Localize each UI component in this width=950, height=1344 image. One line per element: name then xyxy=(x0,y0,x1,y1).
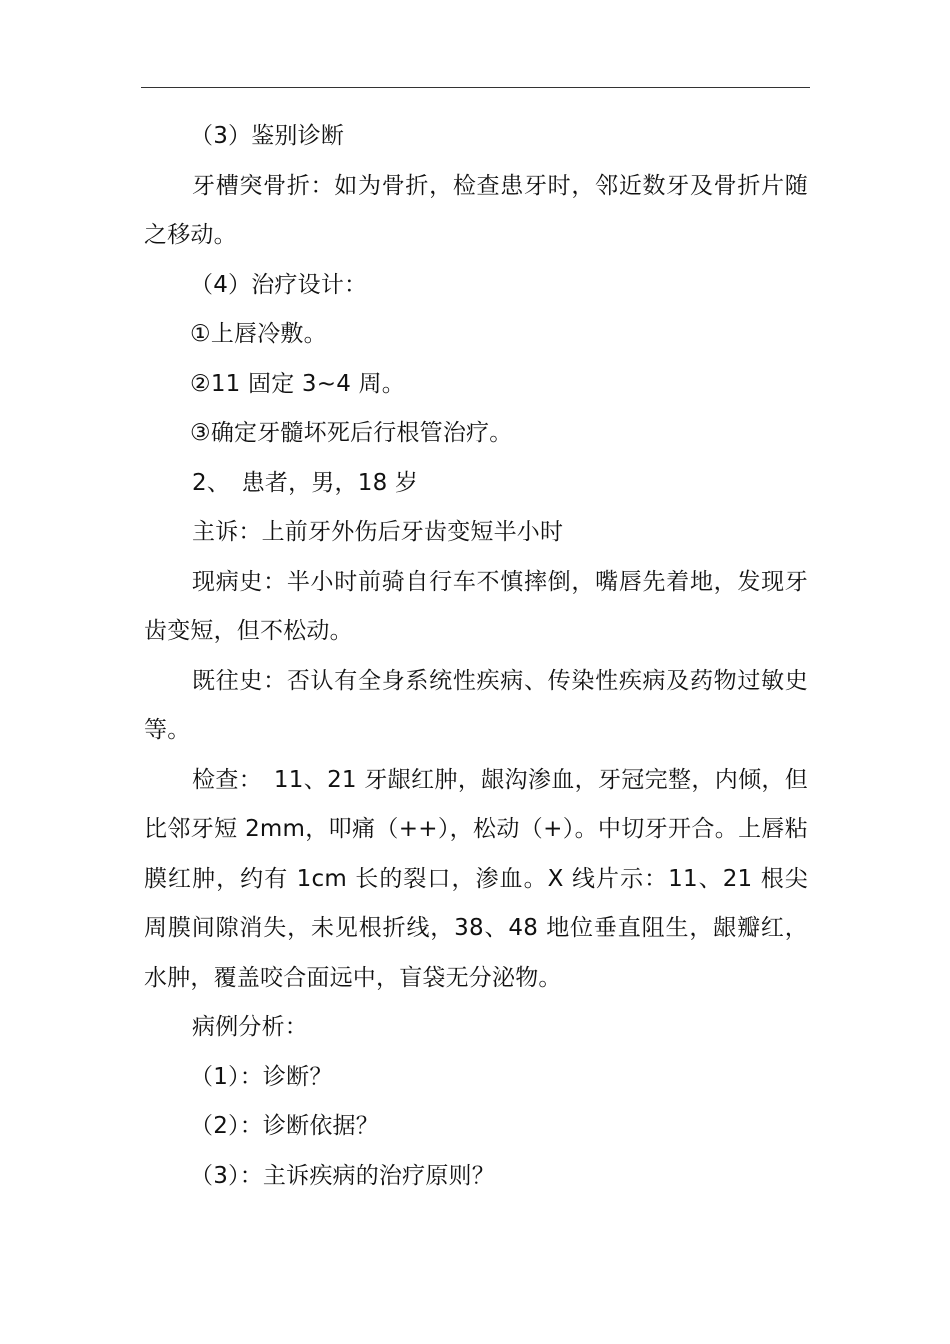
header-rule xyxy=(141,87,810,88)
section-heading-treatment-plan: （4）治疗设计： xyxy=(190,271,368,298)
examination: 检查： 11、21 牙龈红肿，龈沟渗血，牙冠完整，内倾，但比邻牙短 2mm，叩痛（++），松动（+）。中切牙开合。上唇粘膜红肿，约有 1cm 长的裂口，渗血。X 线片示：11、21 根尖周膜间隙消失，未见根折线，38、48 地位垂直阻生，龈瓣红，水肿，覆盖咬合面远中，盲袋无分泌物。 xyxy=(144,766,808,991)
chief-complaint: 主诉：上前牙外伤后牙齿变短半小时 xyxy=(192,519,564,545)
past-history: 既往史：否认有全身系统性疾病、传染性疾病及药物过敏史等。 xyxy=(144,667,808,743)
treatment-step-2: ②11 固定 3~4 周。 xyxy=(190,370,405,397)
case-analysis-heading: 病例分析： xyxy=(192,1014,308,1040)
treatment-step-1: ①上唇冷敷。 xyxy=(190,321,327,347)
question-treatment-principle: （3）：主诉疾病的治疗原则？ xyxy=(190,1162,495,1189)
treatment-step-3: ③确定牙髓坏死后行根管治疗。 xyxy=(190,420,513,446)
present-illness-history: 现病史：半小时前骑自行车不慎摔倒，嘴唇先着地，发现牙齿变短，但不松动。 xyxy=(144,568,808,644)
section-heading-differential-diagnosis: （3）鉴别诊断 xyxy=(190,123,345,149)
question-diagnosis: （1）：诊断？ xyxy=(190,1063,333,1090)
document-body xyxy=(144,112,808,1201)
paragraph-alveolar-fracture: 牙槽突骨折：如为骨折，检查患牙时，邻近数牙及骨折片随之移动。 xyxy=(144,172,808,248)
case-2-heading: 2、 患者，男，18 岁 xyxy=(192,469,419,496)
question-diagnosis-basis: （2）：诊断依据？ xyxy=(190,1113,379,1139)
